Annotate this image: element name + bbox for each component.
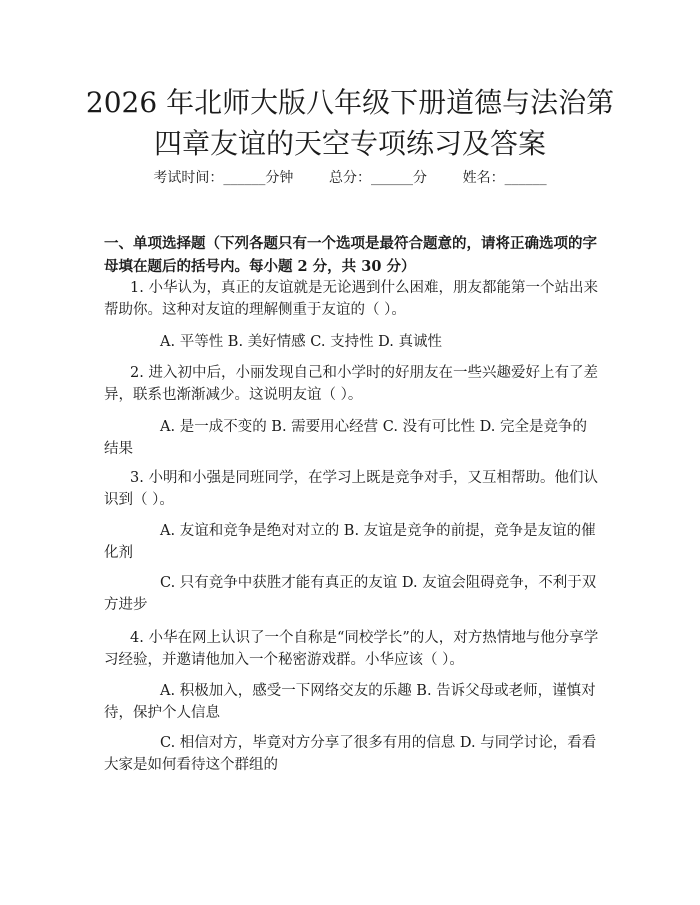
question-options-4b: C. 相信对方，毕竟对方分享了很多有用的信息 D. 与同学讨论，看看大家是如何看待这个群组的 [104,735,597,773]
question-stem-2: 2. 进入初中后，小丽发现自己和小学时的好朋友在一些兴趣爱好上有了差异，联系也渐渐减少。这说明友谊（ ）。 [104,365,598,403]
exam-meta: 考试时间：______分钟 总分：______分 姓名：______ [153,170,547,186]
question-options-2: A. 是一成不变的 B. 需要用心经营 C. 没有可比性 D. 完全是竞争的结果 [104,419,588,457]
question-stem-1: 1. 小华认为，真正的友谊就是无论遇到什么困难，朋友都能第一个站出来帮助你。这种对友谊的理解侧重于友谊的（ ）。 [104,280,598,318]
section-heading: 一、单项选择题（下列各题只有一个选项是最符合题意的，请将正确选项的字母填在题后的括号内。每小题 2 分，共 30 分） [104,235,597,275]
document-title: 2026 年北师大版八年级下册道德与法治第四章友谊的天空专项练习及答案 [85,86,615,160]
question-options-3a: A. 友谊和竞争是绝对对立的 B. 友谊是竞争的前提，竞争是友谊的催化剂 [104,523,596,561]
question-options-3b: C. 只有竞争中获胜才能有真正的友谊 D. 友谊会阻碍竞争，不利于双方进步 [104,575,597,613]
question-stem-3: 3. 小明和小强是同班同学，在学习上既是竞争对手，又互相帮助。他们认识到（ ）。 [104,470,598,508]
question-options-4a: A. 积极加入，感受一下网络交友的乐趣 B. 告诉父母或老师，谨慎对待，保护个人信息 [104,683,596,721]
question-options-1: A. 平等性 B. 美好情感 C. 支持性 D. 真诚性 [160,334,443,350]
question-stem-4: 4. 小华在网上认识了一个自称是“同校学长”的人，对方热情地与他分享学习经验，并邀请他加入一个秘密游戏群。小华应该（ ）。 [104,630,599,668]
